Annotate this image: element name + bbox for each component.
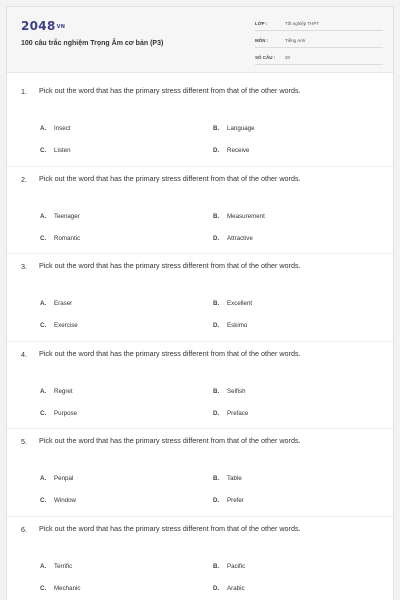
option-b[interactable] [213, 213, 265, 220]
option-text: Excellent [227, 300, 253, 307]
option-letter: A. [40, 300, 47, 307]
option-b[interactable] [213, 388, 246, 395]
question-divider [7, 341, 393, 342]
option-text: Mechanic [54, 584, 81, 592]
question-text: Pick out the word that has the primary stress different from that of the other words. [39, 348, 301, 358]
question-text: Pick out the word that has the primary stress different from that of the other words. [39, 261, 301, 270]
option-letter: A. [40, 475, 47, 482]
logo-text: 2048 [21, 19, 56, 33]
option-text: Arabic [227, 584, 245, 592]
option-text: Eskimo [227, 322, 248, 329]
question-number: 1. [21, 87, 27, 96]
option-b[interactable] [213, 300, 252, 307]
logo-suffix: VN [56, 23, 66, 30]
meta-value: Tiếng Anh [285, 37, 306, 43]
option-letter: D. [213, 584, 220, 592]
option-d[interactable] [213, 497, 244, 504]
option-b[interactable] [213, 475, 242, 482]
question-number: 6. [21, 524, 27, 534]
option-a[interactable] [40, 300, 72, 307]
option-c[interactable] [40, 235, 80, 242]
question-divider [7, 516, 393, 517]
option-letter: C. [40, 497, 47, 504]
option-text: Terrific [54, 562, 73, 570]
option-letter: C. [40, 234, 47, 242]
option-d[interactable] [213, 410, 248, 417]
question-divider [7, 253, 393, 254]
option-text: Selfish [227, 387, 246, 395]
question-item [7, 437, 393, 525]
option-text: Language [227, 125, 255, 132]
option-text: Exercise [54, 322, 78, 329]
option-letter: A. [40, 212, 47, 220]
option-letter: B. [213, 300, 220, 307]
option-text: Insect [54, 125, 71, 132]
option-d[interactable] [213, 585, 245, 592]
option-d[interactable] [213, 322, 247, 329]
option-letter: C. [40, 322, 47, 329]
option-letter: C. [40, 147, 47, 154]
document-title: 100 câu trắc nghiệm Trọng Âm cơ bản (P3) [21, 40, 164, 47]
option-text: Window [54, 497, 77, 504]
option-text: Penpal [54, 475, 74, 482]
meta-row-count [255, 50, 383, 65]
question-text: Pick out the word that has the primary stress different from that of the other words. [39, 86, 301, 95]
option-c[interactable] [40, 585, 80, 592]
option-a[interactable] [40, 125, 71, 132]
question-item [7, 175, 393, 263]
option-a[interactable] [40, 213, 80, 220]
question-item [7, 262, 393, 350]
option-text: Prefer [227, 497, 244, 504]
option-b[interactable] [213, 563, 245, 570]
option-letter: B. [213, 212, 220, 220]
option-text: Teenager [54, 212, 80, 220]
option-text: Eraser [54, 300, 73, 307]
option-text: Attractive [227, 234, 253, 242]
option-letter: D. [213, 497, 220, 504]
site-logo[interactable] [21, 19, 65, 33]
option-c[interactable] [40, 147, 71, 154]
option-letter: A. [40, 562, 47, 570]
option-letter: A. [40, 125, 47, 132]
option-text: Measurement [227, 212, 265, 220]
option-text: Table [227, 475, 242, 482]
question-number: 5. [21, 437, 27, 446]
option-letter: D. [213, 234, 220, 242]
question-text: Pick out the word that has the primary stress different from that of the other words. [39, 436, 301, 445]
question-number: 2. [21, 174, 27, 184]
question-text: Pick out the word that has the primary stress different from that of the other words. [39, 523, 301, 533]
question-item [7, 525, 393, 600]
option-d[interactable] [213, 235, 253, 242]
question-divider [7, 428, 393, 429]
question-item [7, 87, 393, 175]
option-b[interactable] [213, 125, 255, 132]
option-text: Regret [54, 387, 73, 395]
question-text: Pick out the word that has the primary stress different from that of the other words. [39, 173, 301, 183]
meta-info [255, 16, 383, 67]
meta-value: Tốt nghiệp THPT [285, 20, 320, 26]
option-c[interactable] [40, 497, 76, 504]
meta-value: 20 [285, 54, 291, 60]
meta-row-class [255, 16, 383, 31]
meta-label: LỚP : [255, 20, 268, 26]
option-text: Receive [227, 147, 250, 154]
question-list [7, 73, 393, 600]
option-letter: C. [40, 584, 47, 592]
option-letter: B. [213, 475, 220, 482]
question-number: 4. [21, 349, 27, 359]
question-divider [7, 166, 393, 167]
option-text: Preface [227, 409, 249, 417]
option-letter: C. [40, 409, 47, 417]
option-letter: D. [213, 409, 220, 417]
worksheet-header [7, 7, 393, 73]
option-text: Pacific [227, 562, 246, 570]
question-item [7, 350, 393, 438]
option-text: Purpose [54, 409, 78, 417]
option-a[interactable] [40, 388, 73, 395]
option-d[interactable] [213, 147, 249, 154]
meta-row-subject [255, 33, 383, 48]
option-text: Listen [54, 147, 71, 154]
option-letter: B. [213, 387, 220, 395]
question-number: 3. [21, 262, 27, 271]
meta-label: MÔN : [255, 37, 269, 43]
option-letter: D. [213, 322, 220, 329]
option-a[interactable] [40, 475, 73, 482]
meta-label: SỐ CÂU : [255, 54, 276, 60]
option-letter: D. [213, 147, 220, 154]
option-text: Romantic [54, 234, 81, 242]
option-letter: B. [213, 562, 220, 570]
worksheet-page [6, 6, 394, 600]
option-c[interactable] [40, 322, 78, 329]
option-a[interactable] [40, 563, 72, 570]
option-c[interactable] [40, 410, 77, 417]
option-letter: A. [40, 387, 47, 395]
option-letter: B. [213, 125, 220, 132]
